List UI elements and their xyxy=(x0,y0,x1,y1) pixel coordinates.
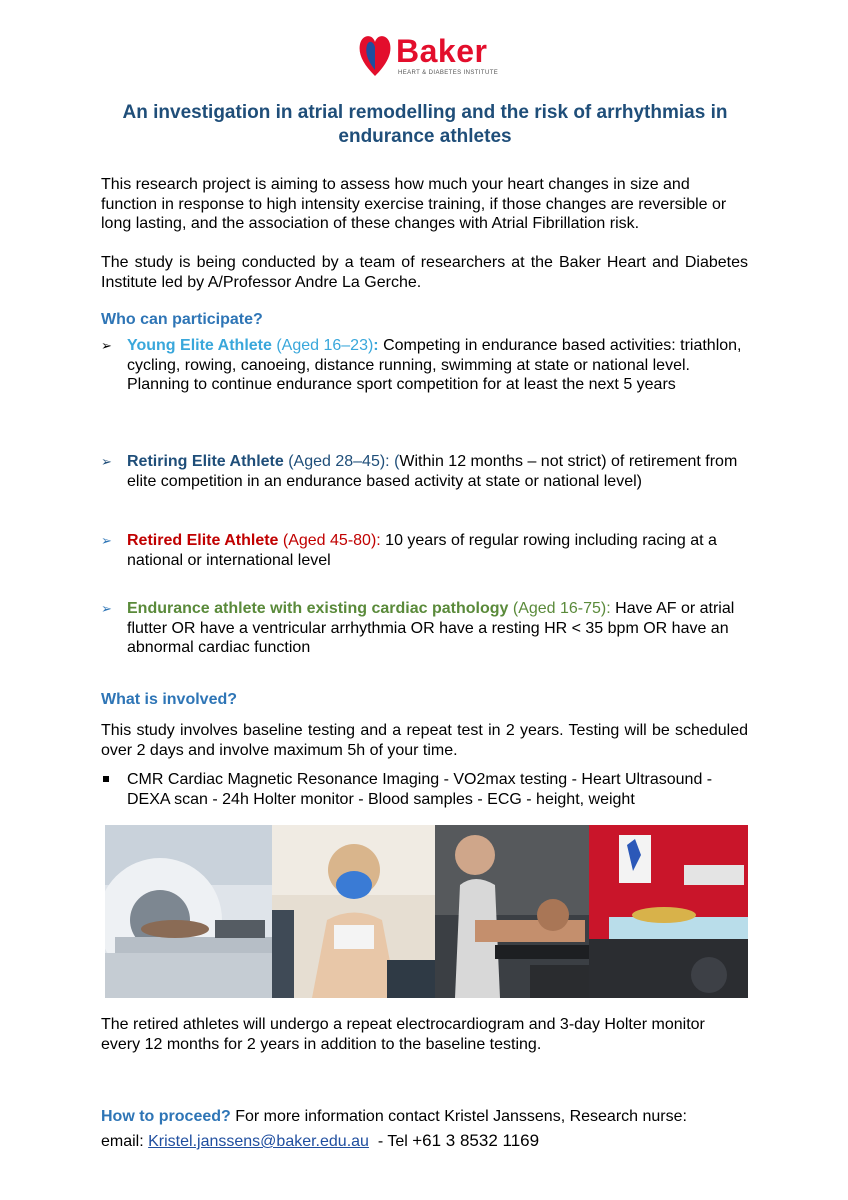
arrow-bullet-icon: ➢ xyxy=(101,601,112,616)
category-description: 10 years of regular rowing including racing at a national or international level xyxy=(127,532,717,569)
involved-heading: What is involved? xyxy=(101,691,238,708)
arrow-bullet-icon: ➢ xyxy=(101,338,112,353)
heart-logo-icon xyxy=(357,32,393,78)
category-description: Competing in endurance based activities: triathlon, cycling, rowing, canoeing, distance running, swimming at state or national level. Planning to continue endurance sport competition for at least the next 5 years xyxy=(127,337,742,393)
participate-heading: Who can participate? xyxy=(101,311,263,328)
retired-athletes-note: The retired athletes will undergo a repeat electrocardiogram and 3-day Holter monitor every 12 months for 2 years in addition to the baseline testing. xyxy=(101,1016,705,1053)
list-item xyxy=(101,336,748,395)
list-item xyxy=(101,531,748,570)
tel-label: - Tel xyxy=(368,1133,413,1150)
intro-paragraph-1: This research project is aiming to assess how much your heart changes in size and function in response to high intensity exercise training, if those changes are reversible or long lasting, and the association of these changes with Atrial Fibrillation risk. xyxy=(101,176,727,232)
category-description: Within 12 months – not strict) of retirement from elite competition in an endurance based activity at state or national level) xyxy=(127,453,738,490)
category-name: Retiring Elite Athlete xyxy=(127,453,284,470)
proceed-line xyxy=(101,1106,781,1127)
category-name: Endurance athlete with existing cardiac pathology xyxy=(127,600,509,617)
category-name: Retired Elite Athlete xyxy=(127,532,279,549)
list-item xyxy=(101,452,748,491)
category-name: Young Elite Athlete xyxy=(127,337,272,354)
category-age: (Aged 16–23) xyxy=(271,337,374,354)
page-title: An investigation in atrial remodelling and the risk of arrhythmias in endurance athletes xyxy=(122,102,728,147)
proceed-heading: How to proceed? xyxy=(101,1108,231,1125)
vo2max-test-photo xyxy=(272,825,435,998)
email-label: email: xyxy=(101,1133,149,1150)
ultrasound-photo xyxy=(435,825,589,998)
logo-subtitle: HEART & DIABETES INSTITUTE xyxy=(398,70,499,76)
square-bullet-icon xyxy=(103,776,109,782)
contact-line xyxy=(101,1130,781,1152)
email-link[interactable]: Kristel.janssens@baker.edu.au xyxy=(148,1133,369,1150)
category-description: Have AF or atrial flutter OR have a ventricular arrhythmia OR have a resting HR < 35 bpm OR have an abnormal cardiac function xyxy=(127,600,735,656)
dexa-scan-photo xyxy=(589,825,748,998)
arrow-bullet-icon: ➢ xyxy=(101,533,112,548)
category-age: (Aged 45-80): xyxy=(278,532,381,549)
category-colon: : xyxy=(373,337,379,354)
arrow-bullet-icon: ➢ xyxy=(101,454,112,469)
mri-scanner-photo xyxy=(105,825,272,998)
intro-paragraph-2: The study is being conducted by a team of researchers at the Baker Heart and Diabetes Institute led by A/Professor Andre La Gerche. xyxy=(101,254,748,291)
category-age: (Aged 28–45): ( xyxy=(283,453,400,470)
list-item xyxy=(101,599,748,658)
proceed-text: For more information contact Kristel Janssens, Research nurse: xyxy=(230,1108,687,1125)
involved-paragraph: This study involves baseline testing and a repeat test in 2 years. Testing will be scheduled over 2 days and involve maximum 5h of your time. xyxy=(101,722,748,759)
category-age: (Aged 16-75): xyxy=(508,600,611,617)
phone-number: +61 3 8532 1169 xyxy=(412,1131,540,1150)
tests-text: CMR Cardiac Magnetic Resonance Imaging - VO2max testing - Heart Ultrasound - DEXA scan - 24h Holter monitor - Blood samples - ECG - height, weight xyxy=(127,771,713,808)
photo-strip xyxy=(105,825,748,998)
tests-list-item xyxy=(101,770,751,810)
logo-wordmark: Baker xyxy=(396,33,488,69)
baker-logo xyxy=(357,32,497,82)
